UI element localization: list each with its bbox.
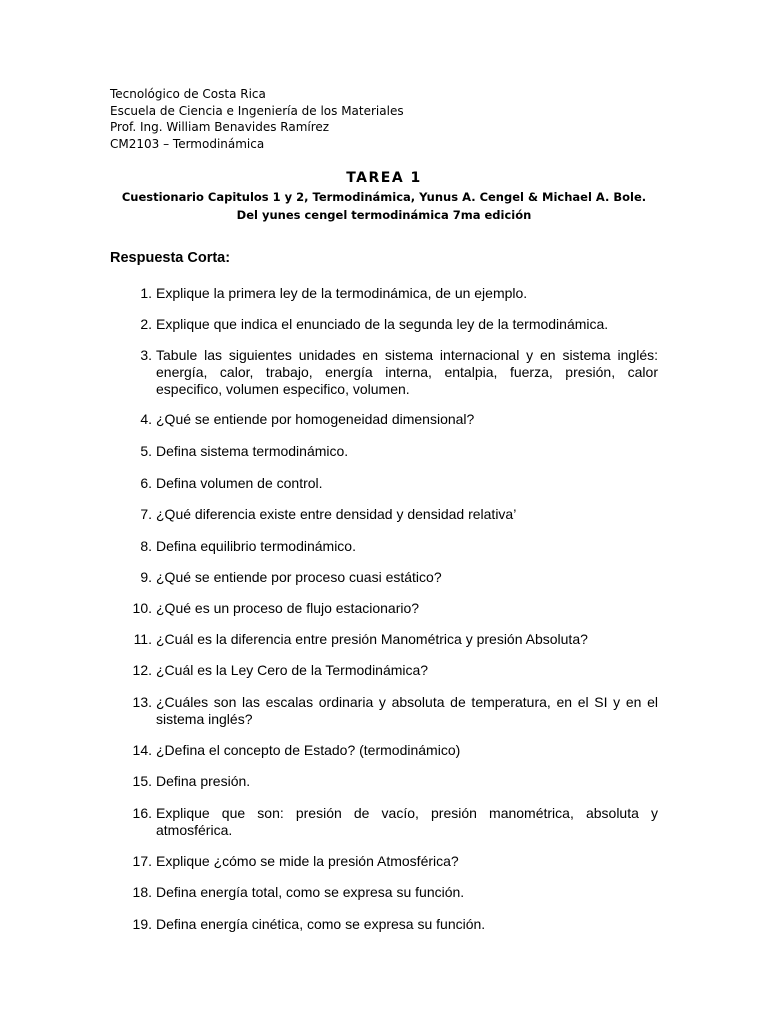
- question-text: Explique que son: presión de vacío, presión manométrica, absoluta y atmosférica.: [156, 805, 658, 838]
- question-number: 5.: [140, 443, 152, 459]
- list-item: [110, 285, 658, 302]
- question-number: 3.: [140, 347, 152, 363]
- list-item: [110, 631, 658, 648]
- question-number: 1.: [140, 285, 152, 301]
- question-text: Defina volumen de control.: [156, 475, 323, 491]
- list-item: [110, 538, 658, 555]
- question-text: ¿Qué se entiende por proceso cuasi estático?: [156, 569, 442, 585]
- list-item: [110, 316, 658, 333]
- question-number: 9.: [140, 569, 152, 585]
- question-text: ¿Defina el concepto de Estado? (termodinámico): [156, 742, 461, 758]
- question-text: ¿Cuál es la Ley Cero de la Termodinámica?: [156, 662, 429, 678]
- question-text: Defina sistema termodinámico.: [156, 443, 349, 459]
- question-number: 10.: [132, 600, 152, 616]
- list-item: [110, 506, 658, 523]
- professor-name: Prof. Ing. William Benavides Ramírez: [110, 120, 330, 134]
- question-number: 18.: [132, 884, 152, 900]
- list-item: [110, 773, 658, 790]
- document-header: [110, 86, 404, 152]
- question-text: ¿Qué diferencia existe entre densidad y densidad relativa’: [156, 506, 517, 522]
- list-item: [110, 475, 658, 492]
- question-number: 12.: [132, 662, 152, 678]
- question-text: ¿Cuál es la diferencia entre presión Manométrica y presión Absoluta?: [156, 631, 588, 647]
- question-number: 16.: [132, 805, 152, 821]
- list-item: [110, 411, 658, 428]
- list-item: [110, 916, 658, 933]
- question-number: 11.: [133, 631, 152, 647]
- question-number: 15.: [132, 773, 152, 789]
- question-text: Explique ¿cómo se mide la presión Atmosférica?: [156, 853, 459, 869]
- question-text: ¿Cuáles son las escalas ordinaria y absoluta de temperatura, en el SI y en el sistema inglés?: [156, 694, 658, 727]
- list-item: [110, 600, 658, 617]
- school-name: Escuela de Ciencia e Ingeniería de los Materiales: [110, 103, 404, 118]
- question-text: Defina energía total, como se expresa su función.: [156, 884, 465, 900]
- assignment-title: TAREA 1: [346, 170, 422, 186]
- question-number: 14.: [132, 742, 152, 758]
- list-item: [110, 884, 658, 901]
- question-number: 17.: [132, 853, 152, 869]
- section-heading: Respuesta Corta:: [110, 250, 231, 266]
- question-text: Tabule las siguientes unidades en sistema internacional y en sistema inglés: energía, calor, trabajo, energía interna, entalpia, fuerza, presión, calor especifico, volumen especifico, volumen.: [156, 347, 658, 397]
- question-number: 13.: [132, 694, 152, 710]
- question-number: 7.: [140, 506, 152, 522]
- list-item: [110, 662, 658, 679]
- question-number: 19.: [132, 916, 152, 932]
- list-item: [110, 805, 658, 839]
- list-item: [110, 853, 658, 870]
- question-number: 6.: [140, 475, 152, 491]
- assignment-subtitle-line1: Cuestionario Capitulos 1 y 2, Termodinámica, Yunus A. Cengel & Michael A. Bole.: [121, 190, 647, 204]
- list-item: [110, 742, 658, 759]
- question-text: Defina energía cinética, como se expresa su función.: [156, 916, 486, 932]
- question-text: Defina equilibrio termodinámico.: [156, 538, 356, 554]
- question-text: ¿Qué se entiende por homogeneidad dimensional?: [156, 411, 475, 427]
- question-number: 4.: [140, 411, 152, 427]
- institution-name: Tecnológico de Costa Rica: [110, 87, 266, 101]
- question-text: Defina presión.: [156, 773, 251, 789]
- title-block: [0, 168, 768, 224]
- question-text: ¿Qué es un proceso de flujo estacionario?: [156, 600, 420, 616]
- list-item: [110, 443, 658, 460]
- list-item: [110, 347, 658, 398]
- question-text: Explique la primera ley de la termodinámica, de un ejemplo.: [156, 285, 528, 301]
- question-text: Explique que indica el enunciado de la segunda ley de la termodinámica.: [156, 316, 609, 332]
- course-name: CM2103 – Termodinámica: [110, 136, 265, 151]
- list-item: [110, 569, 658, 586]
- question-number: 8.: [140, 538, 152, 554]
- assignment-subtitle-line2: Del yunes cengel termodinámica 7ma edición: [236, 208, 532, 222]
- list-item: [110, 694, 658, 728]
- question-number: 2.: [140, 316, 152, 332]
